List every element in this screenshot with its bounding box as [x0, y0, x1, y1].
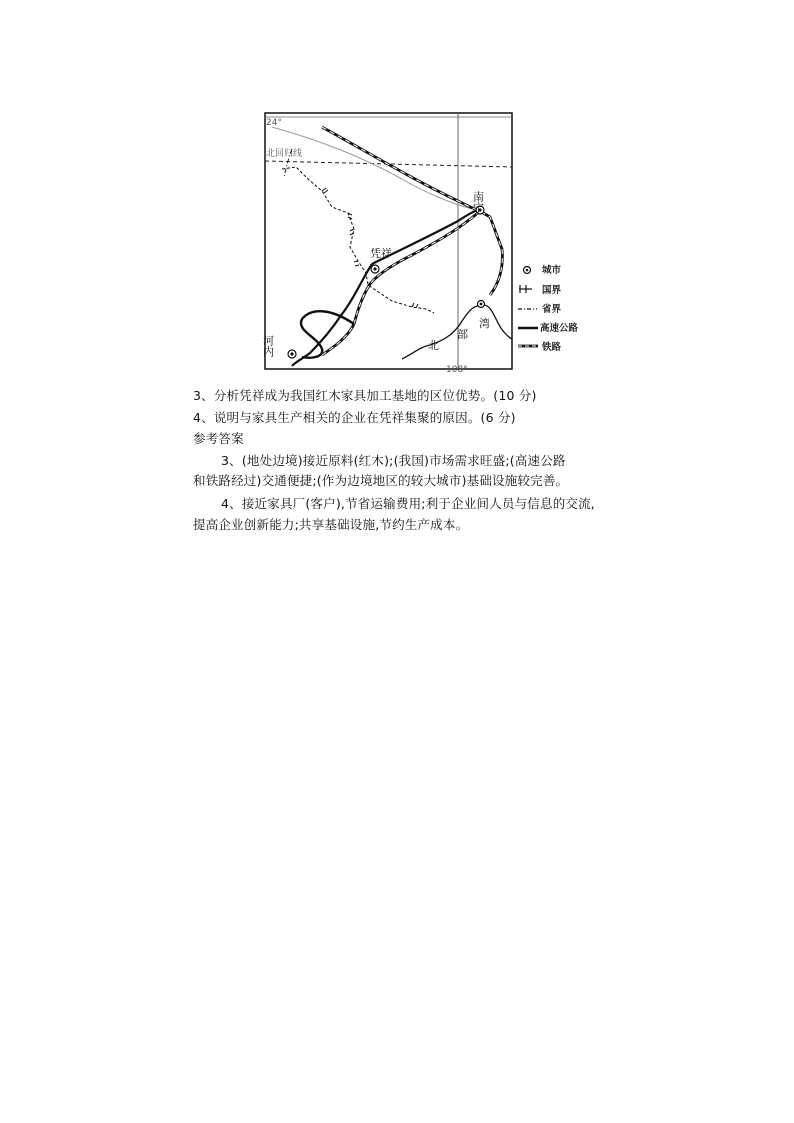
answer-4-line-2: 提高企业创新能力;共享基础设施,节约生产成本。: [193, 517, 469, 532]
svg-text:城市: 城市: [542, 265, 562, 276]
svg-text:南宁: 南宁: [471, 191, 485, 213]
svg-text:河内: 河内: [262, 335, 275, 357]
gulf-char-3: 湾: [479, 317, 490, 330]
longitude-label: 108°: [446, 365, 468, 373]
city-nanning: [472, 191, 485, 214]
answers-title: 参考答案: [193, 431, 244, 446]
svg-text:凭祥: 凭祥: [370, 247, 392, 260]
svg-text:国界: 国界: [542, 285, 562, 296]
question-4: 4、说明与家具生产相关的企业在凭祥集聚的原因。(6 分): [193, 410, 516, 425]
gulf-char-2: 部: [457, 328, 468, 341]
svg-text:铁路: 铁路: [542, 342, 562, 353]
answer-4-line-1: 4、接近家具厂(客户),节省运输费用;利于企业间人员与信息的交流,: [221, 496, 595, 511]
city-port: [478, 301, 485, 308]
svg-text:高速公路: 高速公路: [540, 323, 579, 334]
answer-3-line-2: 和铁路经过)交通便捷;(作为边境地区的较大城市)基础设施较完善。: [193, 473, 569, 488]
gulf-char-1: 北: [428, 339, 439, 352]
answer-3-line-1: 3、(地处边境)接近原料(红木);(我国)市场需求旺盛;(高速公路: [221, 453, 566, 468]
latitude-label: 24°: [266, 118, 282, 128]
tropic-label: 北回归线: [266, 149, 303, 159]
svg-text:省界: 省界: [542, 304, 562, 315]
question-3: 3、分析凭祥成为我国红木家具加工基地的区位优势。(10 分): [193, 388, 537, 403]
map-figure: [262, 109, 616, 373]
